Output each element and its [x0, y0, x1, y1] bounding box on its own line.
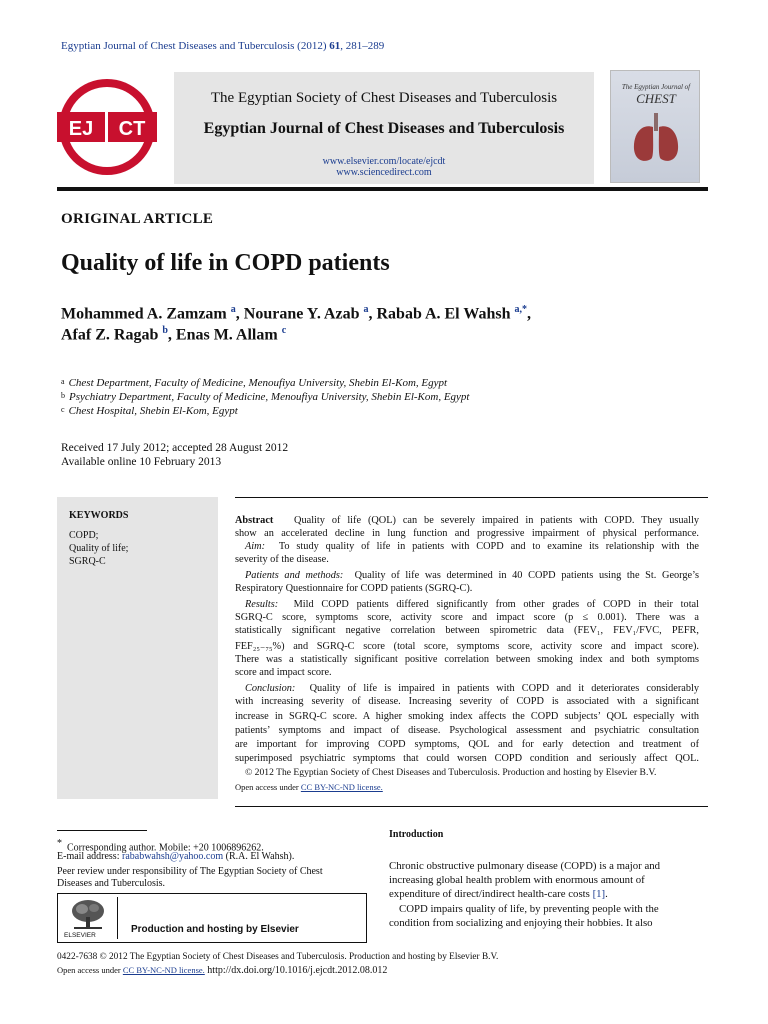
intro-line: COPD impairs quality of life, by preventing people with the	[399, 903, 659, 915]
abstract-line: There was a statistically significant positive correlation between smoking index and both symptoms	[235, 654, 699, 665]
abstract-line: Results: Mild COPD patients differed significantly from other grades of COPD in their total	[245, 599, 699, 610]
logo-ej-text: EJ	[68, 118, 94, 140]
production-note: Production and hosting by Elsevier	[131, 924, 299, 935]
open-access-note: Open access under CC BY-NC-ND license.	[235, 782, 383, 792]
abstract-line: Abstract Quality of life (QOL) can be severely impaired in patients with COPD. They usually	[235, 515, 699, 526]
abstract-line: patients’ symptoms and impact of disease. Psychological assessment and psychiatric consultation	[235, 725, 699, 736]
abstract-line: show an accelerated decline in lung function and progressive impairment of physical performance.	[235, 528, 699, 539]
authors-line-1: Mohammed A. Zamzam $^a$, Nourane Y. Azab $^a$, Rabab A. El Wahsh $^{a,*}$,	[61, 304, 531, 323]
abstract-line: Respiratory Questionnaire for COPD patients (SGRQ-C).	[235, 583, 473, 594]
keyword: Quality of life;	[69, 543, 129, 554]
article-title: Quality of life in COPD patients	[61, 250, 390, 276]
abstract-line: FEF₂₅₋₇₅%) and SGRQ-C score (total score, symptoms score, activity score and impact score).	[235, 641, 699, 652]
elsevier-divider	[117, 897, 118, 939]
license-link[interactable]: CC BY-NC-ND license.	[122, 965, 205, 975]
header-rule	[57, 187, 708, 191]
intro-line: Chronic obstructive pulmonary disease (COPD) is a major and	[389, 860, 661, 872]
logo-ct-text: CT	[118, 118, 146, 140]
affiliation-link[interactable]: a	[230, 304, 236, 315]
affiliation-link[interactable]: c	[281, 325, 287, 336]
available-date: Available online 10 February 2013	[61, 456, 222, 468]
email-link[interactable]: rababwahsh@yahoo.com	[121, 851, 224, 862]
abstract-line: Aim: To study quality of life in patients with COPD and to examine its relationship with the	[245, 541, 699, 552]
affiliation-link[interactable]: b	[162, 325, 168, 336]
society-name: The Egyptian Society of Chest Diseases and Tuberculosis	[210, 90, 558, 106]
license-footer: Open access under CC BY-NC-ND license. http://dx.doi.org/10.1016/j.ejcdt.2012.08.012	[57, 965, 388, 976]
keyword: COPD;	[69, 530, 99, 541]
peer-review-note: Peer review under responsibility of The Egyptian Society of Chest	[57, 866, 323, 877]
affiliation: $^b$ Psychiatry Department, Faculty of Medicine, Menoufiya University, Shebin El-Kom, Egypt	[61, 391, 470, 403]
email-note: E-mail address: rababwahsh@yahoo.com (R.A. El Wahsh).	[57, 851, 295, 862]
authors-line-2: Afaf Z. Ragab $^b$, Enas M. Allam $^c$	[61, 325, 287, 344]
journal-citation: Egyptian Journal of Chest Diseases and Tuberculosis (2012) 61, 281–289	[61, 40, 385, 52]
corresponding-author-note: * Corresponding author. Mobile: +20 1006896262.	[57, 838, 264, 854]
lungs-icon	[631, 113, 681, 165]
abstract-line: are important for improving COPD symptoms, QOL and for early detection and treatment of	[235, 739, 699, 750]
abstract-line: statistically significant negative correlation between spirometric data (FEV₁, FEV₁/FVC, PEFR,	[235, 625, 699, 636]
abstract-line: score and impact score.	[235, 667, 332, 678]
ejct-logo-icon	[57, 72, 157, 182]
journal-name: Egyptian Journal of Chest Diseases and Tuberculosis	[203, 120, 565, 137]
journal-cover	[610, 70, 700, 183]
peer-review-note: Diseases and Tuberculosis.	[57, 878, 166, 889]
keywords-heading: KEYWORDS	[69, 510, 129, 521]
keyword: SGRQ-C	[69, 556, 106, 567]
intro-line: condition from socializing and enjoying their hobbies. It also	[389, 917, 653, 929]
reference-link[interactable]: [1]	[592, 888, 606, 900]
abstract-line: Patients and methods: Quality of life was determined in 40 COPD patients using the St. George’s	[245, 570, 699, 581]
intro-line: expenditure of direct/indirect health-care costs [1].	[389, 888, 608, 900]
elsevier-tree-icon	[68, 899, 108, 931]
abstract-line: with increasing severity of disease. Increasing severity of COPD is associated with a significant	[235, 696, 699, 707]
sciencedirect-url-link[interactable]: www.sciencedirect.com	[336, 167, 432, 178]
cover-small-title: The Egyptian Journal of	[621, 83, 691, 91]
affiliation-link[interactable]: a	[363, 304, 369, 315]
abstract-line: increase in SGRQ-C score. A higher smoking index affects the COPD subjects’ QOL especially with	[235, 711, 699, 722]
abstract-top-rule	[235, 497, 708, 498]
ejct-logo	[57, 72, 157, 182]
footnote-rule	[57, 830, 147, 831]
elsevier-url-link[interactable]: www.elsevier.com/locate/ejcdt	[322, 156, 446, 167]
abstract-bottom-rule	[235, 806, 708, 807]
affiliation: $^c$ Chest Hospital, Shebin El-Kom, Egypt	[61, 405, 238, 417]
abstract-line: SGRQ-C score, symptoms score, activity score and impact score (p ≤ 0.001). There was a	[235, 612, 699, 623]
received-date: Received 17 July 2012; accepted 28 August 2012	[61, 442, 289, 454]
affiliation-link[interactable]: a,*	[514, 304, 527, 315]
abstract-line: superimposed psychiatric symptoms that could worsen COPD condition and seriously affect QOL.	[235, 753, 699, 764]
doi-link[interactable]: http://dx.doi.org/10.1016/j.ejcdt.2012.08.012	[204, 965, 388, 976]
cover-title: CHEST	[636, 91, 676, 106]
affiliation: $^a$ Chest Department, Faculty of Medicine, Menoufiya University, Shebin El-Kom, Egypt	[61, 377, 448, 389]
abstract-line: severity of the disease.	[235, 554, 329, 565]
article-type: ORIGINAL ARTICLE	[61, 211, 214, 227]
intro-line: increasing global health problem with enormous amount of	[389, 874, 645, 886]
abstract-line: Conclusion: Quality of life is impaired in patients with COPD and it deteriorates considerably	[245, 683, 699, 694]
copyright-footer: 0422-7638 © 2012 The Egyptian Society of Chest Diseases and Tuberculosis. Production and hosting by Elsevier B.V.	[57, 952, 499, 962]
elsevier-wordmark: ELSEVIER	[64, 932, 96, 939]
license-link[interactable]: CC BY-NC-ND license.	[300, 782, 383, 792]
abstract-copyright: © 2012 The Egyptian Society of Chest Diseases and Tuberculosis. Production and hosting by Elsevier B.V.	[245, 767, 657, 778]
introduction-heading: Introduction	[389, 829, 444, 840]
